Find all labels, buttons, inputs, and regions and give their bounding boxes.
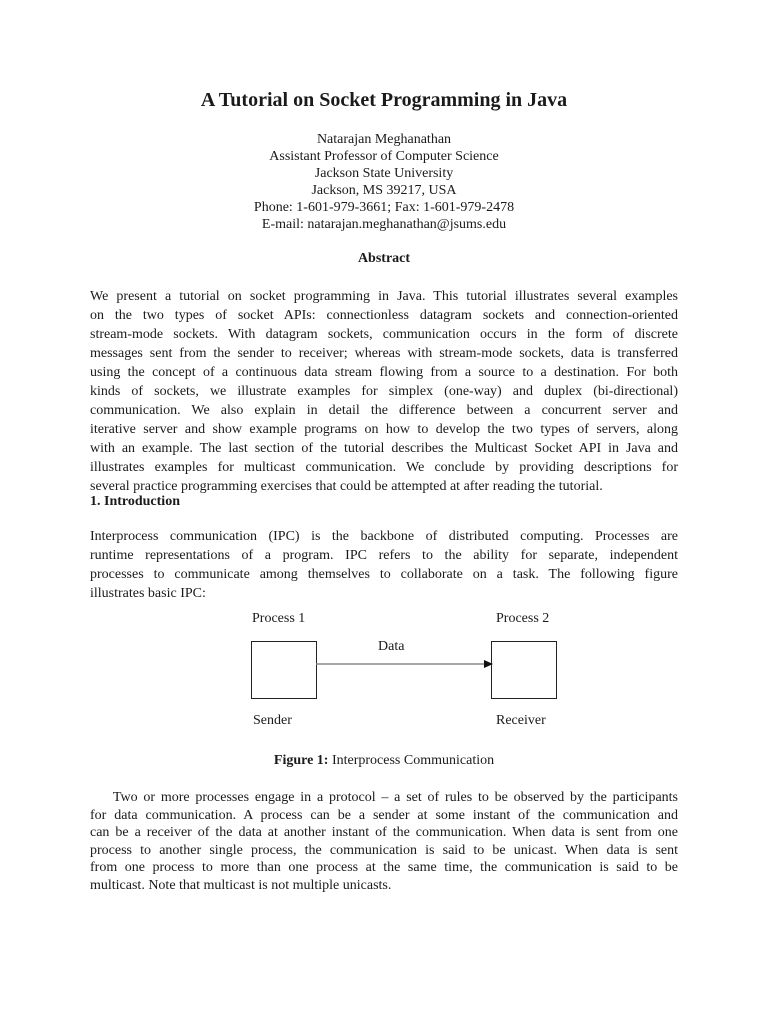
text-line: We present a tutorial on socket programming in Java. This tutorial illustrates several examples [90,289,678,304]
receiver-process-box [491,641,557,699]
text-line: from one process to more than one process at the same time, the communication is said to be [90,860,678,876]
sender-process-box [251,641,317,699]
process2-label: Process 2 [496,611,550,626]
paper-title: A Tutorial on Socket Programming in Java [200,89,568,111]
text-line: Two or more processes engage in a protocol – a set of rules to be observed by the participants [90,790,678,805]
author-position: Assistant Professor of Computer Science [269,149,499,164]
author-name: Natarajan Meghanathan [316,132,452,147]
introduction-heading: 1. Introduction [90,494,180,509]
data-label: Data [378,639,405,654]
text-line: for data communication. A process can be a sender at some instant of the communication and [90,807,678,823]
text-line: process to another single process, the communication is said to be unicast. When data is sent [90,842,678,858]
text-line: communication. We also explain in detail the difference between a concurrent server and [90,403,678,418]
text-line: can be a receiver of the data at another instant of the communication. When data is sent from one [90,825,678,841]
figure-caption [0,753,768,769]
protocol-paragraph [90,789,678,895]
text-line: processes to communicate among themselves to collaborate on a task. The following figure [90,567,678,582]
text-line: illustrates basic IPC: [90,586,206,601]
author-block [0,131,768,233]
introduction-paragraph [90,527,678,603]
figure-caption-label: Figure 1: [273,753,329,768]
text-line: kinds of sockets, we illustrate examples for simplex (one-way) and duplex (bi-directional) [90,384,678,399]
text-line: on the two types of socket APIs: connectionless datagram sockets and connection-oriented [90,308,678,323]
text-line: messages sent from the sender to receiver; whereas with stream-mode sockets, data is transferred [90,346,678,361]
text-line: using the concept of a continuous data stream flowing from a source to a destination. For both [90,365,678,380]
text-line: with an example. The last section of the tutorial describes the Multicast Socket API in Java and [90,441,678,456]
figure-caption-text: Interprocess Communication [328,753,495,768]
text-line: runtime representations of a program. IPC refers to the ability for separate, independent [90,548,678,563]
text-line: stream-mode sockets. With datagram sockets, communication occurs in the form of discrete [90,327,678,342]
author-address: Jackson, MS 39217, USA [311,183,457,198]
abstract-paragraph [90,287,678,496]
text-line: multicast. Note that multicast is not multiple unicasts. [90,877,392,893]
text-line: several practice programming exercises that could be attempted at after reading the tutorial. [90,479,603,494]
data-arrow-icon [316,658,494,670]
receiver-label: Receiver [496,713,546,728]
text-line: Interprocess communication (IPC) is the backbone of distributed computing. Processes are [90,529,678,544]
text-line: illustrates examples for multicast communication. We conclude by providing descriptions for [90,460,678,475]
process1-label: Process 1 [252,611,306,626]
abstract-heading: Abstract [357,251,411,266]
author-university: Jackson State University [314,166,454,181]
author-email: E-mail: natarajan.meghanathan@jsums.edu [261,217,507,232]
sender-label: Sender [253,713,292,728]
author-phone: Phone: 1-601-979-3661; Fax: 1-601-979-2478 [253,200,515,215]
text-line: iterative server and show example programs on how to develop the two types of servers, along [90,422,678,437]
